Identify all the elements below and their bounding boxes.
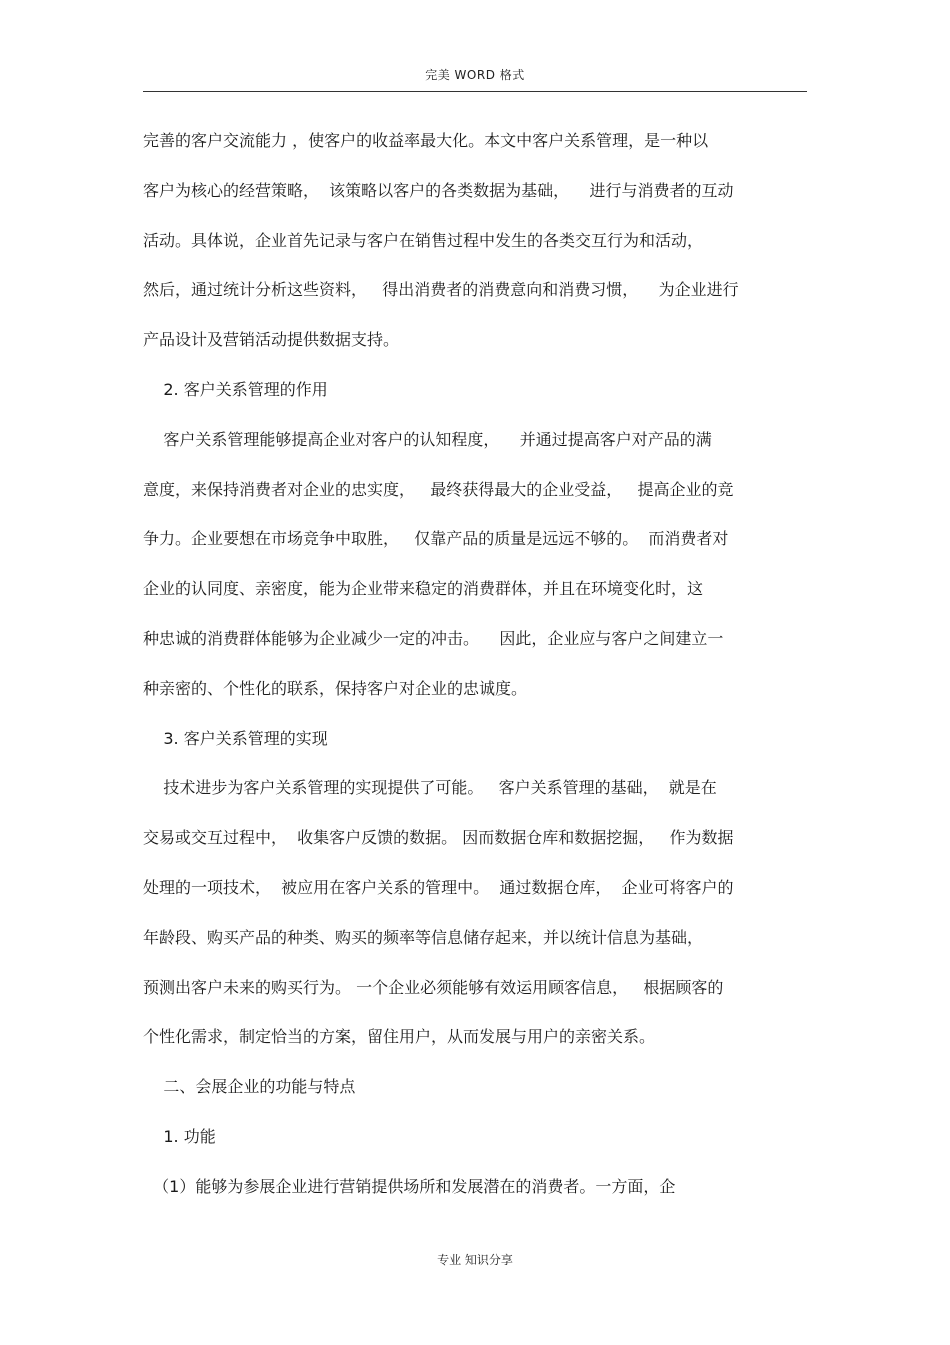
text-line: 处理的一项技术， 被应用在客户关系的管理中。 通过数据仓库， 企业可将客户的 [143, 877, 734, 897]
subsection-heading: 1. 功能 [143, 1126, 216, 1146]
section-heading: 二、会展企业的功能与特点 [143, 1077, 356, 1097]
text-line: 年龄段、购买产品的种类、购买的频率等信息储存起来，并以统计信息为基础， [143, 927, 704, 947]
text-line: 预测出客户未来的购买行为。 一个企业必须能够有效运用顾客信息， 根据顾客的 [143, 977, 724, 997]
text-line: 意度，来保持消费者对企业的忠实度， 最终获得最大的企业受益， 提高企业的竞 [143, 479, 734, 499]
header-divider [143, 91, 807, 92]
text-line: （1）能够为参展企业进行营销提供场所和发展潜在的消费者。一方面，企 [143, 1176, 676, 1196]
text-line: 然后，通过统计分析这些资料， 得出消费者的消费意向和消费习惯， 为企业进行 [143, 280, 739, 300]
page-header: 完美 WORD 格式 [425, 68, 525, 82]
section-heading: 2. 客户关系管理的作用 [143, 379, 328, 399]
text-line: 技术进步为客户关系管理的实现提供了可能。 客户关系管理的基础， 就是在 [143, 778, 717, 798]
text-line: 企业的认同度、亲密度，能为企业带来稳定的消费群体，并且在环境变化时，这 [143, 579, 704, 599]
document-body [143, 124, 807, 1220]
page-footer: 专业 知识分享 [437, 1253, 513, 1267]
text-line: 种忠诚的消费群体能够为企业减少一定的冲击。 因此，企业应与客户之间建立一 [143, 628, 724, 648]
text-line: 个性化需求，制定恰当的方案，留住用户，从而发展与用户的亲密关系。 [143, 1027, 656, 1047]
text-line: 客户为核心的经营策略， 该策略以客户的各类数据为基础， 进行与消费者的互动 [143, 180, 734, 200]
text-line: 客户关系管理能够提高企业对客户的认知程度， 并通过提高客户对产品的满 [143, 429, 712, 449]
text-line: 活动。具体说，企业首先记录与客户在销售过程中发生的各类交互行为和活动， [143, 230, 704, 250]
section-heading: 3. 客户关系管理的实现 [143, 728, 328, 748]
text-line: 产品设计及营销活动提供数据支持。 [143, 330, 400, 350]
text-line: 种亲密的、个性化的联系，保持客户对企业的忠诚度。 [143, 678, 528, 698]
text-line: 争力。企业要想在市场竞争中取胜， 仅靠产品的质量是远远不够的。 而消费者对 [143, 529, 729, 549]
text-line: 完善的客户交流能力 ，使客户的收益率最大化。本文中客户关系管理，是一种以 [143, 131, 709, 150]
text-line: 交易或交互过程中， 收集客户反馈的数据。 因而数据仓库和数据挖掘， 作为数据 [143, 828, 734, 848]
